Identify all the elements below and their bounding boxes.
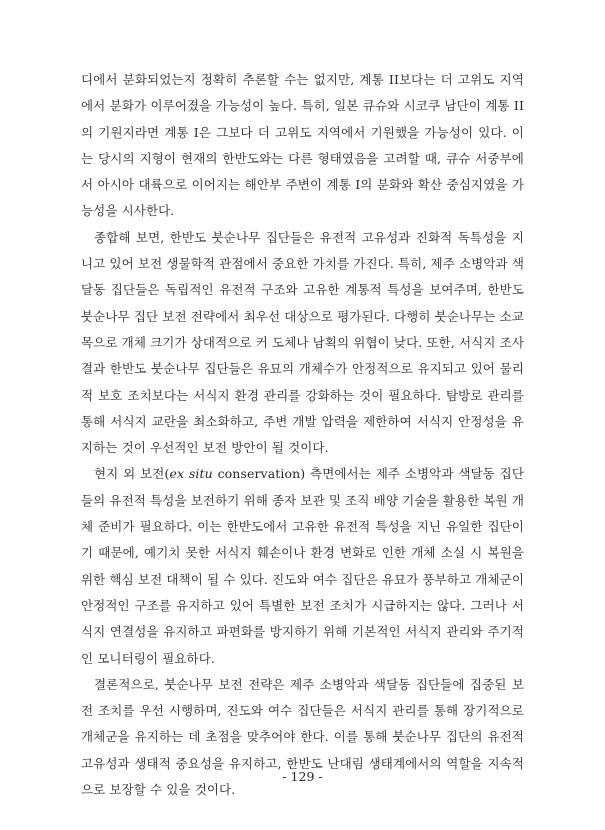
body-text xyxy=(81,67,524,803)
paragraph-conclusion: 결론적으로, 붓순나무 보전 전략은 제주 소병악과 색달동 집단들에 집중된 보전 조치를 우선 시행하며, 진도와 여수 집단들은 서식지 관리를 통해 장기적으로 개체군을 유지하는 데 초점을 맞추어야 한다. 이를 통해 붓순나무 집단의 유전적 고유성과 생태적 중요성을 유지하고, 한반도 난대림 생태계에서의 역할을 지속적으로 보장할 수 있을 것이다. xyxy=(81,676,524,798)
paragraph-ex-situ-before: 현지 외 보전( xyxy=(94,466,170,482)
paragraph-ex-situ xyxy=(81,461,524,671)
paragraph-ex-situ-after: conservation) 측면에서는 제주 소병악과 색달동 집단들의 유전적 특성을 보전하기 위해 종자 보관 및 조직 배양 기술을 활용한 복원 개체 준비가 필요하다. 이는 한반도에서 고유한 유전적 특성을 지닌 유일한 집단이기 때문에, 예기치 못한 서식지 훼손이나 환경 변화로 인한 개체 소실 시 복원을 위한 핵심 보전 대책이 될 수 있다. 진도와 여수 집단은 유묘가 풍부하고 개체군이 안정적인 구조를 유지하고 있어 특별한 보전 조치가 시급하지는 않다. 그러나 서식지 연결성을 유지하고 파편화를 방지하기 위해 기본적인 서식지 관리와 주기적인 모니터링이 필요하다. xyxy=(81,466,524,666)
paragraph-ex-situ-emphasis: ex situ xyxy=(169,466,213,482)
paragraph-continuation: 디에서 분화되었는지 정확히 추론할 수는 없지만, 계통 II보다는 더 고위도 지역에서 분화가 이루어졌을 가능성이 높다. 특히, 일본 큐슈와 시코쿠 남단이 계통 II의 기원지라면 계통 I은 그보다 더 고위도 지역에서 기원했을 가능성이 있다. 이는 당시의 지형이 현재의 한반도와는 다른 형태였음을 고려할 때, 큐슈 서중부에서 아시아 대륙으로 이어지는 해안부 주변이 계통 I의 분화와 확산 중심지였을 가능성을 시사한다. xyxy=(81,72,524,219)
paragraph-summary: 종합해 보면, 한반도 붓순나무 집단들은 유전적 고유성과 진화적 독특성을 지니고 있어 보전 생물학적 관점에서 중요한 가치를 가진다. 특히, 제주 소병악과 색달동 집단들은 독립적인 유전적 구조와 고유한 계통적 특성을 보여주며, 한반도 붓순나무 집단 보전 전략에서 최우선 대상으로 평가된다. 다행히 붓순나무는 소교목으로 개체 크기가 상대적으로 커 도체나 남획의 위협이 낮다. 또한, 서식지 조사 결과 한반도 붓순나무 집단들은 유묘의 개체수가 안정적으로 유지되고 있어 물리적 보호 조치보다는 서식지 환경 관리를 강화하는 것이 필요하다. 탐방로 관리를 통해 서식지 교란을 최소화하고, 주변 개발 압력을 제한하여 서식지 안정성을 유지하는 것이 우선적인 보전 방안이 될 것이다. xyxy=(81,229,524,456)
page-number: - 129 - xyxy=(282,769,323,784)
